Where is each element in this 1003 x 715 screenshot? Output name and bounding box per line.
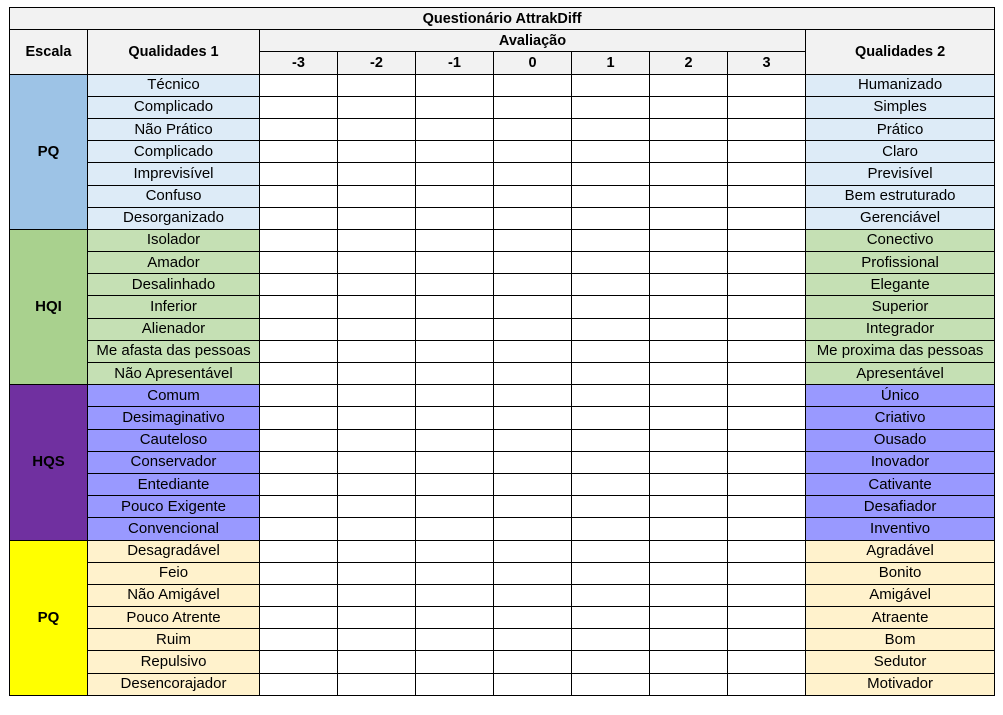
table-row xyxy=(10,496,995,518)
rating-cell[interactable] xyxy=(260,518,338,540)
table-row xyxy=(10,407,995,429)
quality1-cell: Desimaginativo xyxy=(88,407,260,429)
table-row xyxy=(10,252,995,274)
rating-cell[interactable] xyxy=(572,429,650,451)
rating-cell[interactable] xyxy=(416,385,494,407)
table-row xyxy=(10,229,995,251)
rating-cell[interactable] xyxy=(728,141,806,163)
rating-cell[interactable] xyxy=(416,451,494,473)
rating-cell[interactable] xyxy=(494,584,572,606)
rating-cell[interactable] xyxy=(728,340,806,362)
rating-cell[interactable] xyxy=(260,473,338,495)
rating-cell[interactable] xyxy=(260,363,338,385)
rating-cell[interactable] xyxy=(572,229,650,251)
rating-cell[interactable] xyxy=(572,629,650,651)
quality2-cell: Criativo xyxy=(806,407,995,429)
rating-cell[interactable] xyxy=(260,429,338,451)
rating-cell[interactable] xyxy=(494,562,572,584)
rating-cell[interactable] xyxy=(260,562,338,584)
rating-cell[interactable] xyxy=(494,118,572,140)
quality1-cell: Repulsivo xyxy=(88,651,260,673)
quality2-cell: Profissional xyxy=(806,252,995,274)
quality2-cell: Desafiador xyxy=(806,496,995,518)
rating-cell[interactable] xyxy=(260,207,338,229)
quality1-cell: Alienador xyxy=(88,318,260,340)
quality2-cell: Humanizado xyxy=(806,74,995,96)
rating-cell[interactable] xyxy=(572,385,650,407)
quality2-cell: Inovador xyxy=(806,451,995,473)
quality1-cell: Convencional xyxy=(88,518,260,540)
rating-cell[interactable] xyxy=(650,518,728,540)
table-row xyxy=(10,473,995,495)
quality2-cell: Simples xyxy=(806,96,995,118)
rating-cell[interactable] xyxy=(572,651,650,673)
rating-cell[interactable] xyxy=(416,118,494,140)
scale-header-3: 3 xyxy=(728,52,806,74)
rating-cell[interactable] xyxy=(338,473,416,495)
rating-cell[interactable] xyxy=(338,651,416,673)
rating-cell[interactable] xyxy=(260,229,338,251)
rating-cell[interactable] xyxy=(416,141,494,163)
rating-cell[interactable] xyxy=(260,96,338,118)
rating-cell[interactable] xyxy=(260,673,338,695)
questionnaire-title: Questionário AttrakDiff xyxy=(10,8,995,30)
rating-cell[interactable] xyxy=(416,318,494,340)
rating-cell[interactable] xyxy=(650,651,728,673)
table-row xyxy=(10,96,995,118)
rating-cell[interactable] xyxy=(494,385,572,407)
table-row xyxy=(10,207,995,229)
rating-cell[interactable] xyxy=(416,340,494,362)
table-row xyxy=(10,363,995,385)
table-row xyxy=(10,185,995,207)
rating-cell[interactable] xyxy=(260,274,338,296)
quality1-cell: Complicado xyxy=(88,96,260,118)
rating-cell[interactable] xyxy=(650,185,728,207)
rating-cell[interactable] xyxy=(650,562,728,584)
table-row xyxy=(10,318,995,340)
quality1-cell: Pouco Exigente xyxy=(88,496,260,518)
quality2-cell: Bonito xyxy=(806,562,995,584)
rating-cell[interactable] xyxy=(728,429,806,451)
quality1-cell: Não Amigável xyxy=(88,584,260,606)
rating-cell[interactable] xyxy=(572,451,650,473)
scale-header-1: 1 xyxy=(572,52,650,74)
rating-cell[interactable] xyxy=(572,252,650,274)
quality2-cell: Claro xyxy=(806,141,995,163)
rating-cell[interactable] xyxy=(494,429,572,451)
rating-cell[interactable] xyxy=(338,118,416,140)
table-row xyxy=(10,584,995,606)
rating-cell[interactable] xyxy=(572,185,650,207)
rating-cell[interactable] xyxy=(650,451,728,473)
scale-header-minus-3: -3 xyxy=(260,52,338,74)
rating-cell[interactable] xyxy=(728,252,806,274)
rating-cell[interactable] xyxy=(416,629,494,651)
rating-cell[interactable] xyxy=(338,252,416,274)
quality2-cell: Agradável xyxy=(806,540,995,562)
rating-cell[interactable] xyxy=(728,629,806,651)
rating-cell[interactable] xyxy=(338,274,416,296)
rating-cell[interactable] xyxy=(416,429,494,451)
rating-cell[interactable] xyxy=(494,274,572,296)
rating-cell[interactable] xyxy=(650,473,728,495)
quality1-cell: Pouco Atrente xyxy=(88,607,260,629)
rating-cell[interactable] xyxy=(338,318,416,340)
rating-cell[interactable] xyxy=(650,318,728,340)
rating-cell[interactable] xyxy=(572,296,650,318)
rating-cell[interactable] xyxy=(572,496,650,518)
rating-cell[interactable] xyxy=(650,207,728,229)
table-row xyxy=(10,540,995,562)
rating-cell[interactable] xyxy=(416,407,494,429)
rating-cell[interactable] xyxy=(494,629,572,651)
rating-cell[interactable] xyxy=(416,473,494,495)
table-row xyxy=(10,340,995,362)
qualidades1-header: Qualidades 1 xyxy=(88,30,260,74)
rating-cell[interactable] xyxy=(728,518,806,540)
scale-header-0: 0 xyxy=(494,52,572,74)
rating-cell[interactable] xyxy=(572,141,650,163)
rating-cell[interactable] xyxy=(650,74,728,96)
rating-cell[interactable] xyxy=(572,163,650,185)
rating-cell[interactable] xyxy=(494,473,572,495)
table-row xyxy=(10,385,995,407)
quality1-cell: Não Prático xyxy=(88,118,260,140)
table-row xyxy=(10,74,995,96)
rating-cell[interactable] xyxy=(260,451,338,473)
rating-cell[interactable] xyxy=(338,229,416,251)
rating-cell[interactable] xyxy=(728,385,806,407)
quality2-cell: Integrador xyxy=(806,318,995,340)
rating-cell[interactable] xyxy=(650,584,728,606)
rating-cell[interactable] xyxy=(650,540,728,562)
quality1-cell: Feio xyxy=(88,562,260,584)
quality1-cell: Comum xyxy=(88,385,260,407)
rating-cell[interactable] xyxy=(416,518,494,540)
rating-cell[interactable] xyxy=(728,673,806,695)
rating-cell[interactable] xyxy=(572,518,650,540)
rating-cell[interactable] xyxy=(338,496,416,518)
quality1-cell: Me afasta das pessoas xyxy=(88,340,260,362)
rating-cell[interactable] xyxy=(260,318,338,340)
rating-cell[interactable] xyxy=(572,607,650,629)
rating-cell[interactable] xyxy=(494,340,572,362)
quality1-cell: Ruim xyxy=(88,629,260,651)
rating-cell[interactable] xyxy=(572,562,650,584)
quality2-cell: Gerenciável xyxy=(806,207,995,229)
attrakdiff-questionnaire-table xyxy=(9,7,995,696)
rating-cell[interactable] xyxy=(728,274,806,296)
quality1-cell: Inferior xyxy=(88,296,260,318)
rating-cell[interactable] xyxy=(572,407,650,429)
rating-cell[interactable] xyxy=(650,629,728,651)
quality1-cell: Desalinhado xyxy=(88,274,260,296)
rating-cell[interactable] xyxy=(416,74,494,96)
escala-header: Escala xyxy=(10,30,88,74)
rating-cell[interactable] xyxy=(572,74,650,96)
rating-cell[interactable] xyxy=(650,340,728,362)
rating-cell[interactable] xyxy=(494,318,572,340)
rating-cell[interactable] xyxy=(728,473,806,495)
quality2-cell: Apresentável xyxy=(806,363,995,385)
rating-cell[interactable] xyxy=(650,274,728,296)
rating-cell[interactable] xyxy=(416,296,494,318)
scale-header-minus-2: -2 xyxy=(338,52,416,74)
rating-cell[interactable] xyxy=(494,651,572,673)
rating-cell[interactable] xyxy=(338,629,416,651)
rating-cell[interactable] xyxy=(650,607,728,629)
rating-cell[interactable] xyxy=(416,540,494,562)
rating-cell[interactable] xyxy=(338,584,416,606)
table-row xyxy=(10,118,995,140)
rating-cell[interactable] xyxy=(494,607,572,629)
table-row xyxy=(10,274,995,296)
quality2-cell: Bom xyxy=(806,629,995,651)
table-row xyxy=(10,163,995,185)
quality1-cell: Confuso xyxy=(88,185,260,207)
quality1-cell: Desorganizado xyxy=(88,207,260,229)
rating-cell[interactable] xyxy=(572,118,650,140)
rating-cell[interactable] xyxy=(728,363,806,385)
rating-cell[interactable] xyxy=(260,607,338,629)
quality1-cell: Entediante xyxy=(88,473,260,495)
rating-cell[interactable] xyxy=(728,651,806,673)
rating-cell[interactable] xyxy=(260,651,338,673)
rating-cell[interactable] xyxy=(572,96,650,118)
quality1-cell: Isolador xyxy=(88,229,260,251)
scale-group-label: HQS xyxy=(10,385,88,540)
quality2-cell: Atraente xyxy=(806,607,995,629)
rating-cell[interactable] xyxy=(416,96,494,118)
rating-cell[interactable] xyxy=(260,252,338,274)
quality1-cell: Técnico xyxy=(88,74,260,96)
quality2-cell: Ousado xyxy=(806,429,995,451)
quality1-cell: Desagradável xyxy=(88,540,260,562)
quality2-cell: Conectivo xyxy=(806,229,995,251)
rating-cell[interactable] xyxy=(338,141,416,163)
rating-cell[interactable] xyxy=(260,74,338,96)
rating-cell[interactable] xyxy=(494,96,572,118)
quality2-cell: Inventivo xyxy=(806,518,995,540)
quality2-cell: Único xyxy=(806,385,995,407)
rating-cell[interactable] xyxy=(650,673,728,695)
scale-header-minus-1: -1 xyxy=(416,52,494,74)
quality2-cell: Elegante xyxy=(806,274,995,296)
rating-cell[interactable] xyxy=(650,96,728,118)
quality2-cell: Me proxima das pessoas xyxy=(806,340,995,362)
rating-cell[interactable] xyxy=(338,363,416,385)
scale-group-label: PQ xyxy=(10,74,88,229)
rating-cell[interactable] xyxy=(260,385,338,407)
rating-cell[interactable] xyxy=(728,562,806,584)
quality2-cell: Motivador xyxy=(806,673,995,695)
rating-cell[interactable] xyxy=(338,207,416,229)
quality1-cell: Desencorajador xyxy=(88,673,260,695)
rating-cell[interactable] xyxy=(572,540,650,562)
rating-cell[interactable] xyxy=(728,296,806,318)
rating-cell[interactable] xyxy=(260,629,338,651)
qualidades2-header: Qualidades 2 xyxy=(806,30,995,74)
rating-cell[interactable] xyxy=(494,451,572,473)
rating-cell[interactable] xyxy=(416,607,494,629)
rating-cell[interactable] xyxy=(650,118,728,140)
rating-cell[interactable] xyxy=(338,340,416,362)
quality1-cell: Complicado xyxy=(88,141,260,163)
rating-cell[interactable] xyxy=(650,229,728,251)
rating-cell[interactable] xyxy=(572,207,650,229)
rating-cell[interactable] xyxy=(494,229,572,251)
rating-cell[interactable] xyxy=(728,407,806,429)
rating-cell[interactable] xyxy=(650,385,728,407)
rating-cell[interactable] xyxy=(494,163,572,185)
quality2-cell: Bem estruturado xyxy=(806,185,995,207)
rating-cell[interactable] xyxy=(260,340,338,362)
rating-cell[interactable] xyxy=(728,185,806,207)
quality2-cell: Previsível xyxy=(806,163,995,185)
rating-cell[interactable] xyxy=(416,185,494,207)
rating-cell[interactable] xyxy=(338,296,416,318)
rating-cell[interactable] xyxy=(728,318,806,340)
rating-cell[interactable] xyxy=(728,96,806,118)
rating-cell[interactable] xyxy=(572,584,650,606)
rating-cell[interactable] xyxy=(338,407,416,429)
rating-cell[interactable] xyxy=(416,207,494,229)
quality1-cell: Não Apresentável xyxy=(88,363,260,385)
rating-cell[interactable] xyxy=(494,74,572,96)
rating-cell[interactable] xyxy=(494,296,572,318)
rating-cell[interactable] xyxy=(650,296,728,318)
quality2-cell: Sedutor xyxy=(806,651,995,673)
rating-cell[interactable] xyxy=(338,518,416,540)
quality2-cell: Cativante xyxy=(806,473,995,495)
rating-cell[interactable] xyxy=(260,296,338,318)
rating-cell[interactable] xyxy=(338,451,416,473)
rating-cell[interactable] xyxy=(494,540,572,562)
rating-cell[interactable] xyxy=(494,141,572,163)
rating-cell[interactable] xyxy=(650,141,728,163)
rating-cell[interactable] xyxy=(338,163,416,185)
rating-cell[interactable] xyxy=(416,673,494,695)
rating-cell[interactable] xyxy=(338,429,416,451)
table-row xyxy=(10,518,995,540)
quality1-cell: Imprevisível xyxy=(88,163,260,185)
rating-cell[interactable] xyxy=(572,318,650,340)
rating-cell[interactable] xyxy=(728,540,806,562)
rating-cell[interactable] xyxy=(494,207,572,229)
rating-cell[interactable] xyxy=(338,74,416,96)
quality2-cell: Superior xyxy=(806,296,995,318)
table-row xyxy=(10,651,995,673)
rating-cell[interactable] xyxy=(494,673,572,695)
rating-cell[interactable] xyxy=(260,141,338,163)
rating-cell[interactable] xyxy=(416,274,494,296)
rating-cell[interactable] xyxy=(572,673,650,695)
rating-cell[interactable] xyxy=(260,163,338,185)
table-row xyxy=(10,629,995,651)
rating-cell[interactable] xyxy=(416,651,494,673)
rating-cell[interactable] xyxy=(494,518,572,540)
rating-cell[interactable] xyxy=(260,540,338,562)
table-row xyxy=(10,562,995,584)
quality1-cell: Cauteloso xyxy=(88,429,260,451)
rating-cell[interactable] xyxy=(338,385,416,407)
rating-cell[interactable] xyxy=(572,340,650,362)
rating-cell[interactable] xyxy=(260,584,338,606)
rating-cell[interactable] xyxy=(416,229,494,251)
table-row xyxy=(10,673,995,695)
rating-cell[interactable] xyxy=(416,562,494,584)
rating-cell[interactable] xyxy=(650,496,728,518)
rating-cell[interactable] xyxy=(728,451,806,473)
rating-cell[interactable] xyxy=(260,118,338,140)
rating-cell[interactable] xyxy=(650,163,728,185)
rating-cell[interactable] xyxy=(494,185,572,207)
rating-cell[interactable] xyxy=(260,407,338,429)
rating-cell[interactable] xyxy=(338,96,416,118)
scale-group-label: PQ xyxy=(10,540,88,695)
rating-cell[interactable] xyxy=(728,74,806,96)
rating-cell[interactable] xyxy=(416,584,494,606)
rating-cell[interactable] xyxy=(650,429,728,451)
rating-cell[interactable] xyxy=(338,540,416,562)
rating-cell[interactable] xyxy=(728,207,806,229)
table-row xyxy=(10,141,995,163)
scale-group-label: HQI xyxy=(10,229,88,384)
avaliacao-header: Avaliação xyxy=(260,30,806,52)
rating-cell[interactable] xyxy=(728,496,806,518)
quality1-cell: Amador xyxy=(88,252,260,274)
rating-cell[interactable] xyxy=(572,473,650,495)
rating-cell[interactable] xyxy=(416,163,494,185)
table-row xyxy=(10,607,995,629)
rating-cell[interactable] xyxy=(650,407,728,429)
table-row xyxy=(10,296,995,318)
quality2-cell: Amigável xyxy=(806,584,995,606)
rating-cell[interactable] xyxy=(494,363,572,385)
rating-cell[interactable] xyxy=(728,118,806,140)
rating-cell[interactable] xyxy=(416,496,494,518)
rating-cell[interactable] xyxy=(338,607,416,629)
rating-cell[interactable] xyxy=(260,496,338,518)
rating-cell[interactable] xyxy=(338,673,416,695)
quality1-cell: Conservador xyxy=(88,451,260,473)
rating-cell[interactable] xyxy=(728,163,806,185)
rating-cell[interactable] xyxy=(572,363,650,385)
rating-cell[interactable] xyxy=(650,252,728,274)
table-row xyxy=(10,451,995,473)
scale-header-2: 2 xyxy=(650,52,728,74)
rating-cell[interactable] xyxy=(494,252,572,274)
quality2-cell: Prático xyxy=(806,118,995,140)
rating-cell[interactable] xyxy=(494,496,572,518)
rating-cell[interactable] xyxy=(338,562,416,584)
rating-cell[interactable] xyxy=(728,229,806,251)
rating-cell[interactable] xyxy=(416,363,494,385)
rating-cell[interactable] xyxy=(416,252,494,274)
rating-cell[interactable] xyxy=(650,363,728,385)
rating-cell[interactable] xyxy=(260,185,338,207)
rating-cell[interactable] xyxy=(572,274,650,296)
rating-cell[interactable] xyxy=(494,407,572,429)
rating-cell[interactable] xyxy=(338,185,416,207)
table-row xyxy=(10,429,995,451)
rating-cell[interactable] xyxy=(728,607,806,629)
rating-cell[interactable] xyxy=(728,584,806,606)
